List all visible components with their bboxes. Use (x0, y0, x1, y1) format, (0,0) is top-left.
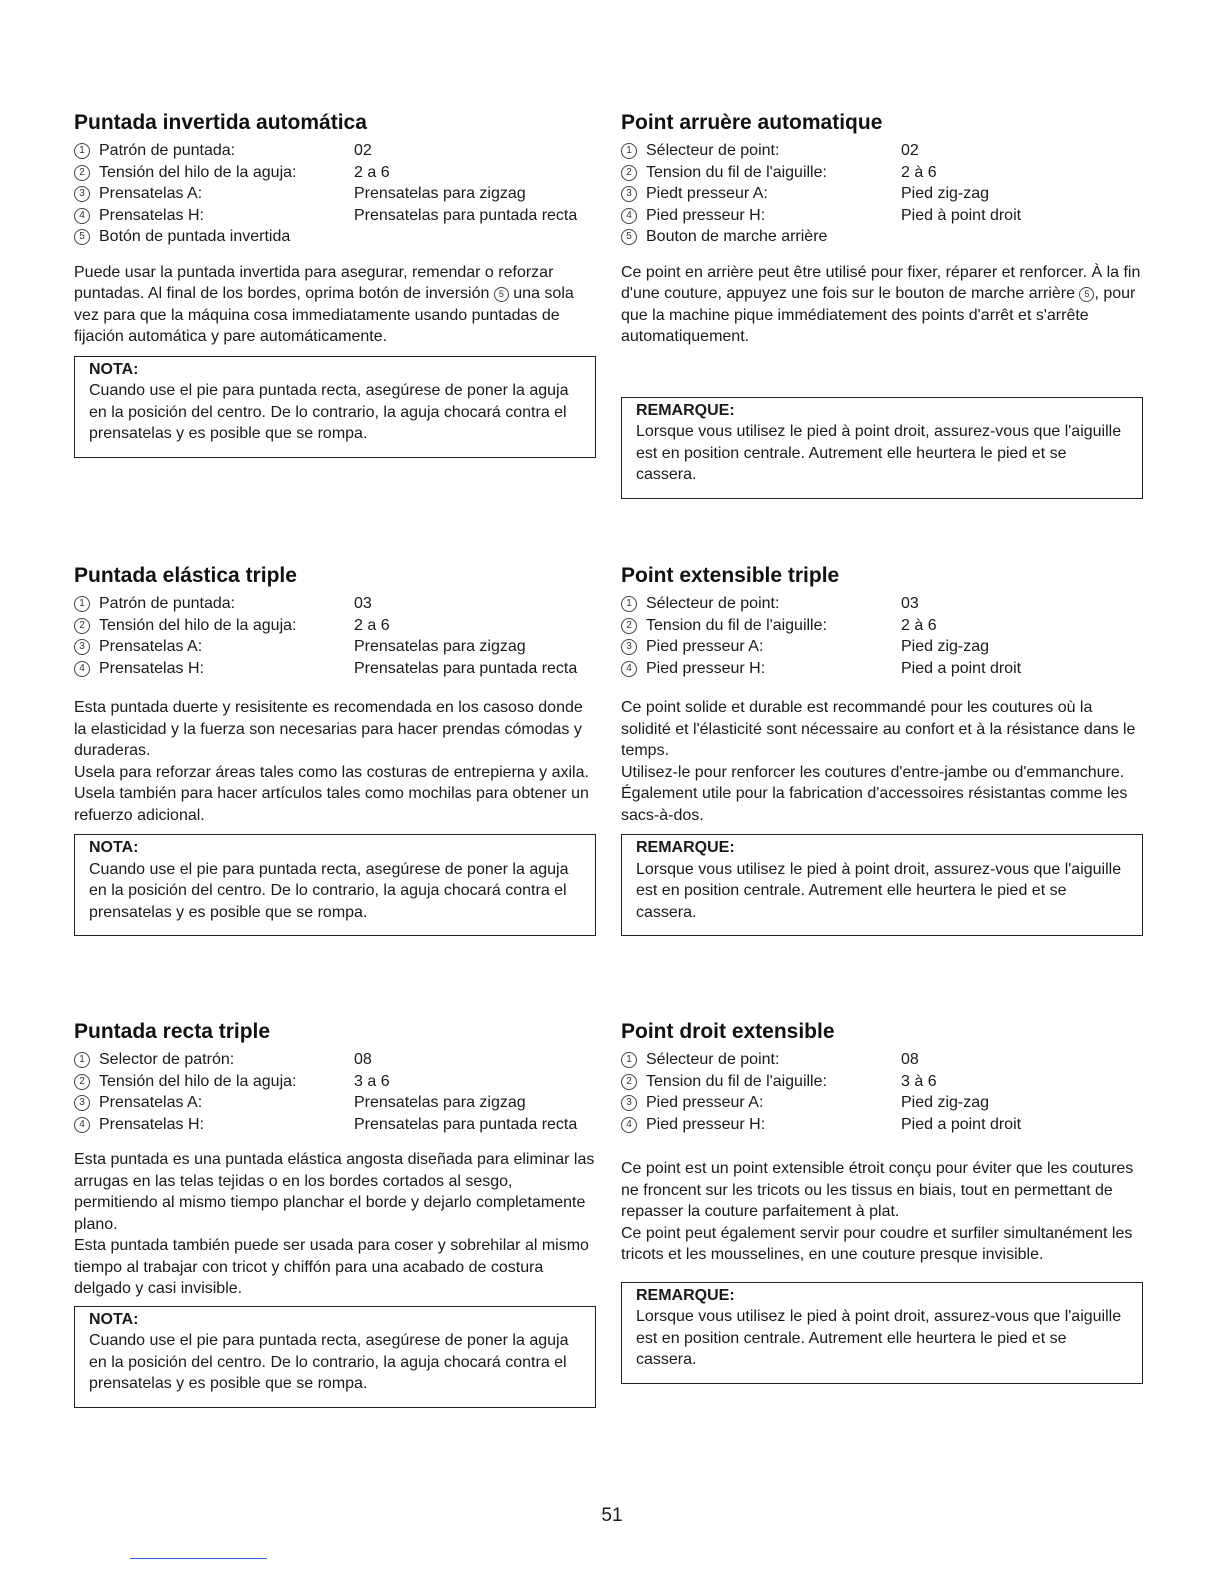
circled-number-icon: 3 (74, 186, 90, 202)
section-puntada-elastica (74, 563, 596, 936)
spec-value: Prensatelas para zigzag (354, 185, 526, 202)
note-box (74, 1306, 596, 1408)
note-text: Cuando use el pie para puntada recta, asegúrese de poner la aguja en la posición del centro. De lo contrario, la aguja chocará contra el prensatelas y es posible que se rompa. (89, 860, 569, 921)
spec-label: Prensatelas A: (99, 638, 203, 655)
spec-label: Piedt presseur A: (646, 185, 768, 202)
circled-number-icon: 2 (621, 1074, 637, 1090)
body-text: Ce point est un point extensible étroit conçu pour éviter que les coutures ne froncent sur les tricots ou les tissus en biais, tout en permettant de repasser la couture parfaitement à plat. (621, 1160, 1134, 1220)
body-text: Esta puntada duerte y resisitente es recomendada en los casoso donde la elasticidad y la fuerza son necesarias para hacer prendas cómodas y duraderas. (74, 699, 583, 759)
circled-number-icon: 3 (621, 1095, 637, 1111)
circled-number-icon: 4 (74, 1117, 90, 1133)
spec-value: 3 a 6 (354, 1072, 390, 1090)
circled-number-icon: 4 (74, 208, 90, 224)
spec-row (74, 658, 596, 680)
section-title: Puntada recta triple (74, 1020, 271, 1043)
section-puntada-recta-triple (74, 1019, 596, 1408)
spec-label: Patrón de puntada: (99, 595, 236, 612)
spec-row (621, 226, 1143, 248)
spec-value: Prensatelas para puntada recta (354, 1115, 578, 1133)
spec-row (621, 658, 1143, 680)
spec-row (74, 636, 596, 658)
spec-value: Pied à point droit (901, 206, 1022, 224)
spec-value: Prensatelas para puntada recta (354, 206, 578, 224)
circled-number-icon: 1 (621, 1052, 637, 1068)
spec-value: Pied zig-zag (901, 1094, 990, 1111)
section-title: Point extensible triple (621, 564, 840, 587)
note-text: Lorsque vous utilisez le pied à point droit, assurez-vous que l'aiguille est en position centrale. Autrement elle heurtera le pied et se cassera. (636, 860, 1122, 921)
spec-value: 08 (901, 1051, 919, 1068)
circled-number-icon: 2 (621, 165, 637, 181)
spec-label: Pied presseur H: (646, 206, 766, 224)
spec-value: 03 (901, 595, 919, 612)
spec-row (621, 183, 1143, 205)
spec-label: Botón de puntada invertida (99, 228, 291, 245)
note-text: Cuando use el pie para puntada recta, asegúrese de poner la aguja en la posición del centro. De lo contrario, la aguja chocará contra el prensatelas y es posible que se rompa. (89, 382, 569, 442)
spec-row (621, 593, 1143, 615)
spec-label: Tension du fil de l'aiguille: (646, 163, 827, 181)
note-text: Cuando use el pie para puntada recta, asegúrese de poner la aguja en la posición del centro. De lo contrario, la aguja chocará contra el prensatelas y es posible que se rompa. (89, 1332, 569, 1392)
spec-row (74, 183, 596, 205)
spec-row (74, 226, 596, 248)
note-title: REMARQUE: (636, 839, 735, 856)
spec-value: 02 (354, 142, 372, 159)
body-text: Ce point peut également servir pour coudre et surfiler simultanément les tricots et les mousselines, en une couture presque invisible. (621, 1224, 1133, 1263)
spec-row (74, 1092, 596, 1114)
body-text: Puede usar la puntada invertida para asegurar, remendar o reforzar puntadas. Al final de los bordes, oprima botón de inversión (74, 263, 554, 302)
circled-number-icon: 1 (621, 143, 637, 159)
circled-number-icon: 1 (74, 596, 90, 612)
circled-number-icon: 5 (74, 229, 90, 245)
circled-number-icon: 2 (74, 1074, 90, 1090)
body-paragraph (621, 697, 1143, 826)
spec-label: Bouton de marche arrière (646, 228, 828, 245)
spec-label: Prensatelas H: (99, 206, 204, 224)
spec-row (74, 162, 596, 184)
spec-label: Sélecteur de point: (646, 595, 780, 612)
circled-number-icon: 5 (1079, 287, 1094, 302)
divider (130, 1558, 267, 1559)
body-text: Usela para reforzar áreas tales como las costuras de entrepierna y axila. Usela también para hacer artículos tales como mochilas para obtener un refuerzo adicional. (74, 763, 589, 824)
circled-number-icon: 1 (74, 1052, 90, 1068)
spec-value: Pied zig-zag (901, 185, 990, 202)
spec-value: Prensatelas para zigzag (354, 638, 526, 655)
note-box (74, 834, 596, 936)
spec-row (74, 140, 596, 162)
spec-value: 03 (354, 595, 372, 612)
spec-label: Selector de patrón: (99, 1051, 235, 1068)
note-text: Lorsque vous utilisez le pied à point droit, assurez-vous que l'aiguille est en position centrale. Autrement elle heurtera le pied et se cassera. (636, 1308, 1122, 1368)
body-text: Ce point en arrière peut être utilisé pour fixer, réparer et renforcer. À la fin d'une couture, appuyez une fois sur le bouton de marche arrière (621, 263, 1141, 302)
spec-row (621, 140, 1143, 162)
spec-value: 2 à 6 (901, 163, 937, 181)
section-title: Point arruère automatique (621, 111, 883, 134)
circled-number-icon: 4 (621, 208, 637, 224)
spec-row (74, 1114, 596, 1136)
spec-row (621, 1071, 1143, 1093)
section-point-arriere (621, 110, 1143, 499)
body-text: Ce point solide et durable est recommandé pour les coutures où la solidité et l'élasticité sont nécessaire au confort et à la résistance dans le temps. (621, 699, 1136, 759)
body-text: una sola vez para que la máquina cosa immediatamente usando puntadas de fijación automática y pare automáticamente. (74, 285, 574, 345)
spec-value: Prensatelas para puntada recta (354, 659, 578, 677)
note-title: NOTA: (89, 839, 139, 856)
spec-row (74, 1071, 596, 1093)
spec-row (74, 205, 596, 227)
section-title: Puntada elástica triple (74, 564, 297, 587)
circled-number-icon: 2 (74, 618, 90, 634)
circled-number-icon: 4 (621, 661, 637, 677)
body-paragraph (74, 697, 596, 826)
spec-row (74, 593, 596, 615)
body-text: Utilisez-le pour renforcer les coutures d'entre-jambe ou d'emmanchure. Également utile pour la fabrication d'accessoires résistantas comme les sacs-à-dos. (621, 763, 1128, 824)
note-box (621, 397, 1143, 499)
spec-row (74, 615, 596, 637)
spec-value: 08 (354, 1051, 372, 1068)
spec-row (621, 1114, 1143, 1136)
spec-value: Pied a point droit (901, 1115, 1022, 1133)
spec-label: Tension du fil de l'aiguille: (646, 1072, 827, 1090)
spec-row (621, 1092, 1143, 1114)
circled-number-icon: 3 (74, 639, 90, 655)
spec-label: Tension du fil de l'aiguille: (646, 616, 827, 634)
circled-number-icon: 3 (621, 186, 637, 202)
spec-value: Pied a point droit (901, 659, 1022, 677)
spec-label: Tensión del hilo de la aguja: (99, 616, 297, 634)
spec-label: Prensatelas H: (99, 659, 204, 677)
circled-number-icon: 2 (621, 618, 637, 634)
spec-label: Patrón de puntada: (99, 142, 236, 159)
spec-label: Tensión del hilo de la aguja: (99, 163, 297, 181)
circled-number-icon: 5 (621, 229, 637, 245)
note-text: Lorsque vous utilisez le pied à point droit, assurez-vous que l'aiguille est en position centrale. Autrement elle heurtera le pied et se cassera. (636, 423, 1122, 483)
body-paragraph (621, 262, 1143, 348)
spec-row (74, 1049, 596, 1071)
spec-row (621, 636, 1143, 658)
spec-value: 2 a 6 (354, 163, 390, 181)
spec-label: Prensatelas H: (99, 1115, 204, 1133)
spec-value: 2 à 6 (901, 616, 937, 634)
note-title: REMARQUE: (636, 1286, 735, 1304)
circled-number-icon: 4 (621, 1117, 637, 1133)
spec-value: Pied zig-zag (901, 638, 990, 655)
spec-label: Pied presseur A: (646, 1094, 764, 1111)
body-text: Esta puntada es una puntada elástica angosta diseñada para eliminar las arrugas en las telas tejidas o en los bordes cortados al sesgo, permitiendo al mismo tiempo planchar el borde y dejarlo completamente plano. (74, 1151, 595, 1233)
spec-label: Sélecteur de point: (646, 1051, 780, 1068)
spec-row (621, 205, 1143, 227)
spec-label: Pied presseur H: (646, 1115, 766, 1133)
circled-number-icon: 1 (74, 143, 90, 159)
circled-number-icon: 4 (74, 661, 90, 677)
note-title: REMARQUE: (636, 401, 735, 419)
spec-row (621, 162, 1143, 184)
circled-number-icon: 3 (621, 639, 637, 655)
circled-number-icon: 2 (74, 165, 90, 181)
note-title: NOTA: (89, 360, 139, 378)
note-box (621, 1282, 1143, 1384)
note-box (621, 834, 1143, 936)
body-text: Esta puntada también puede ser usada para coser y sobrehilar al mismo tiempo al trabajar con tricot y chiffón para una acabado de costura delgado y casi invisible. (74, 1237, 589, 1297)
section-puntada-invertida (74, 110, 596, 458)
note-box (74, 356, 596, 458)
section-title: Point droit extensible (621, 1020, 835, 1043)
spec-label: Prensatelas A: (99, 1094, 203, 1111)
body-paragraph (74, 1149, 596, 1300)
spec-value: 02 (901, 142, 919, 159)
section-title: Puntada invertida automática (74, 111, 367, 134)
circled-number-icon: 5 (494, 287, 509, 302)
section-point-extensible-triple (621, 563, 1143, 936)
circled-number-icon: 3 (74, 1095, 90, 1111)
body-paragraph (621, 1158, 1143, 1266)
spec-label: Pied presseur H: (646, 659, 766, 677)
section-point-droit-extensible (621, 1019, 1143, 1384)
spec-label: Tensión del hilo de la aguja: (99, 1072, 297, 1090)
body-paragraph (74, 262, 596, 348)
note-title: NOTA: (89, 1310, 139, 1328)
spec-row (621, 615, 1143, 637)
spec-label: Sélecteur de point: (646, 142, 780, 159)
page-number: 51 (601, 1505, 623, 1526)
spec-label: Prensatelas A: (99, 185, 203, 202)
spec-value: 3 à 6 (901, 1072, 937, 1090)
spec-value: 2 a 6 (354, 616, 390, 634)
spec-row (621, 1049, 1143, 1071)
spec-label: Pied presseur A: (646, 638, 764, 655)
spec-value: Prensatelas para zigzag (354, 1094, 526, 1111)
circled-number-icon: 1 (621, 596, 637, 612)
body-text: , pour que la machine pique immédiatement des points d'arrêt et s'arrête automatiquement. (621, 285, 1136, 345)
